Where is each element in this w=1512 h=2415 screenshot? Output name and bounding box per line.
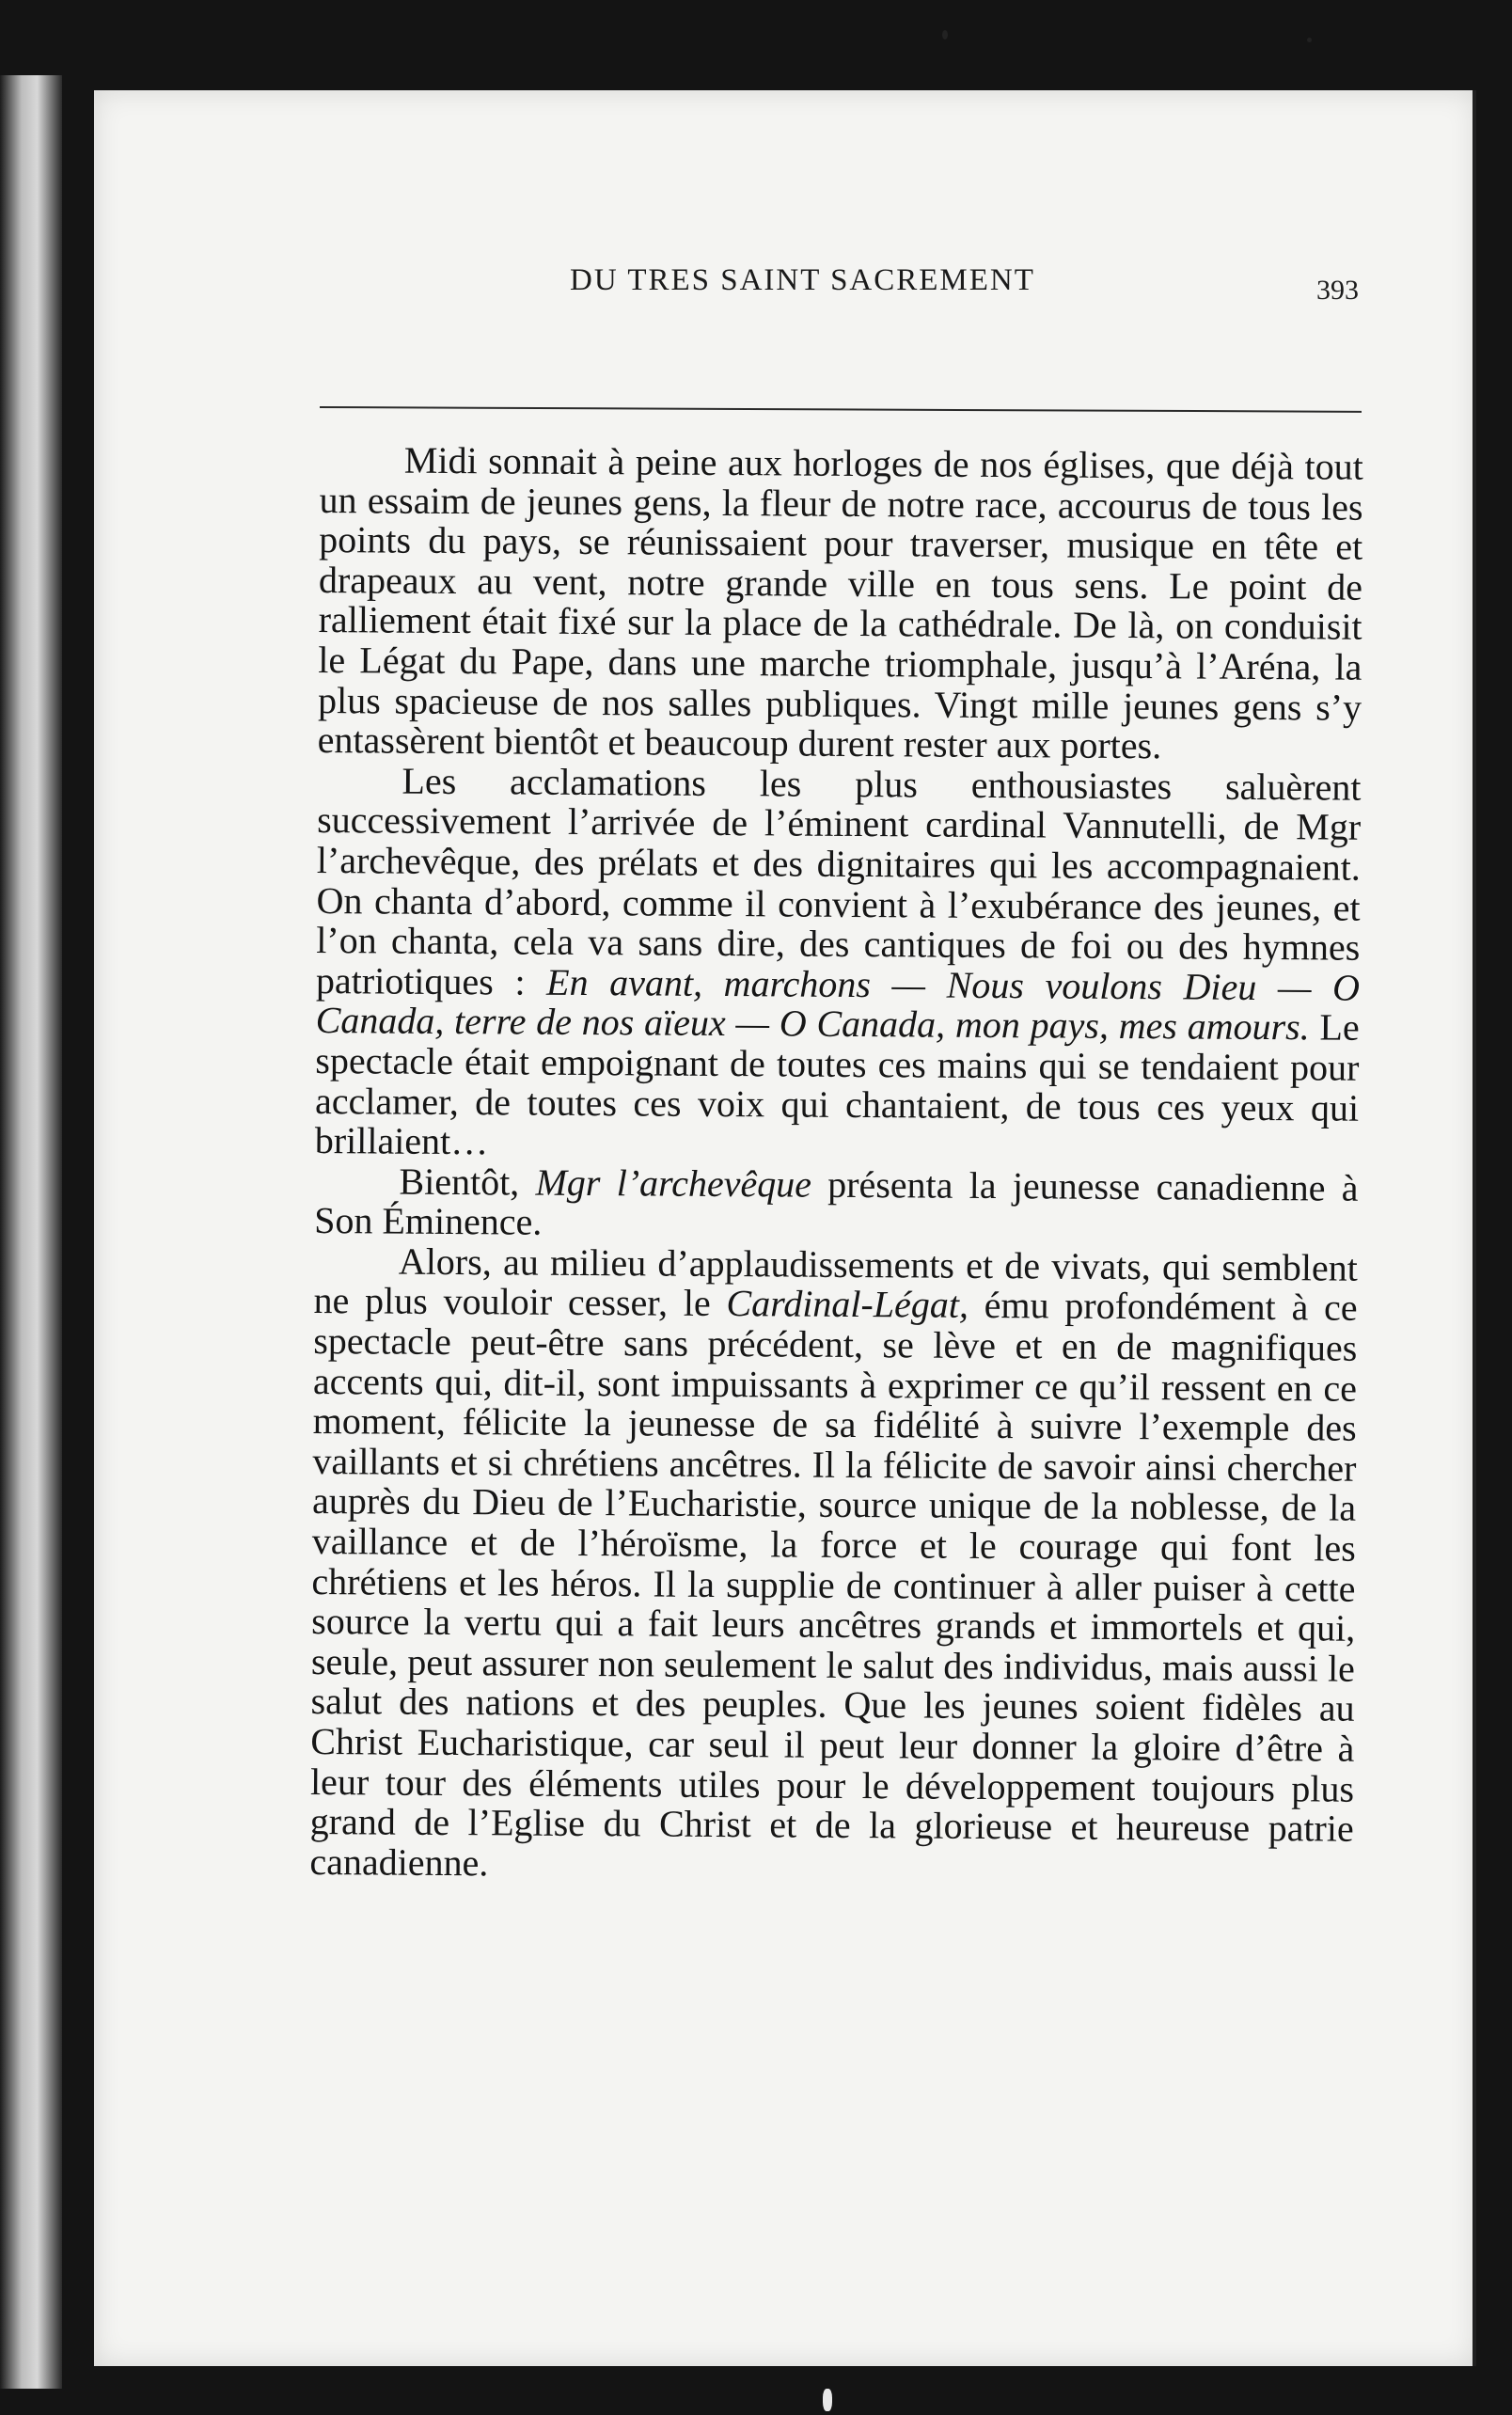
archbishop-italic: Mgr l’archevêque [535, 1160, 812, 1206]
running-header [207, 263, 1359, 320]
paragraph-3 [314, 1161, 1359, 1249]
paragraph-1: Midi sonnait à peine aux horloges de nos églises, que déjà tout un essaim de jeunes gens, la fleur de notre race, accourus de tous les points du pays, se réunissaient pour traverser, musique en tête et drapeaux au vent, notre grande ville en tous sens. Le point de ralliement était fixé sur la place de la cathédrale. De là, on conduisit le Légat du Pape, dans une marche triomphale, jusqu’à l’Aréna, la plus spacieuse de nos salles publiques. Vingt mille jeunes gens s’y entassèrent bientôt et beaucoup durent rester aux portes. [317, 438, 1363, 767]
page-number: 393 [1316, 275, 1359, 306]
page-outer-edge [1473, 90, 1476, 2366]
paragraph-3-lead: Bientôt, [399, 1160, 520, 1204]
paragraph-3-rest: présenta la jeunesse canadienne à Son Éminence. [314, 1162, 1359, 1243]
body-text [309, 440, 1363, 1889]
running-head-title: DU TRES SAINT SACREMENT [570, 263, 1035, 297]
hymn-titles: En avant, marchons — Nous voulons Dieu — O Canada, terre de nos aïeux — O Canada, mon pays, mes amours. [315, 960, 1361, 1049]
paragraph-2 [315, 761, 1362, 1169]
paragraph-2-continued: Le spectacle était empoignant de toutes ces mains qui se tendaient pour acclamer, de toutes ces voix qui chantaient, de tous ces yeux qui brillaient… [314, 1005, 1360, 1163]
scan-speck [1307, 38, 1312, 42]
scan-speck [942, 30, 948, 39]
legate-italic: Cardinal-Légat, [726, 1282, 969, 1327]
scan-speck [823, 2389, 832, 2411]
facing-page-edge [0, 75, 62, 2389]
paragraph-4 [309, 1241, 1358, 1889]
paragraph-2-text: Les acclamations les plus enthousiastes saluèrent successivement l’arrivée de l’éminent cardinal Vannutelli, de Mgr l’archevêque, des prélats et des dignitaires qui les accompagnaient. On chanta d’abord, comme il convient à l’exubérance des jeunes, et l’on chanta, cela va sans dire, des cantiques de foi ou des hymnes patriotiques : [315, 759, 1362, 1003]
paragraph-4-lead: Alors, au milieu d’applaudissements et de vivats, qui semblent ne plus vouloir cesser, le [313, 1239, 1359, 1325]
book-page [94, 90, 1476, 2366]
header-rule [320, 406, 1362, 413]
paragraph-4-rest: ému profondément à ce spectacle peut-être sans précédent, se lève et en de magnifiques accents qui, dit-il, sont impuissants à exprimer ce qu’il ressent en ce moment, félicite la jeunesse de sa fidélité à suivre l’exemple des vaillants et si chrétiens ancêtres. Il la félicite de savoir ainsi chercher auprès du Dieu de l’Eucharistie, source unique de la noblesse, de la vaillance et de l’héroïsme, la force et le courage qui font les chrétiens et les héros. Il la supplie de continuer à aller puiser à cette source la vertu qui a fait leurs ancêtres grands et immortels et qui, seule, peut assurer non seulement le salut des individus, mais aussi le salut des nations et des peuples. Que les jeunes soient fidèles au Christ Eucharistique, car seul il peut leur donner la gloire d’être à leur tour des éléments utiles pour le développement toujours plus grand de l’Eglise du Christ et de la glorieuse et heureuse patrie canadienne. [309, 1284, 1358, 1885]
